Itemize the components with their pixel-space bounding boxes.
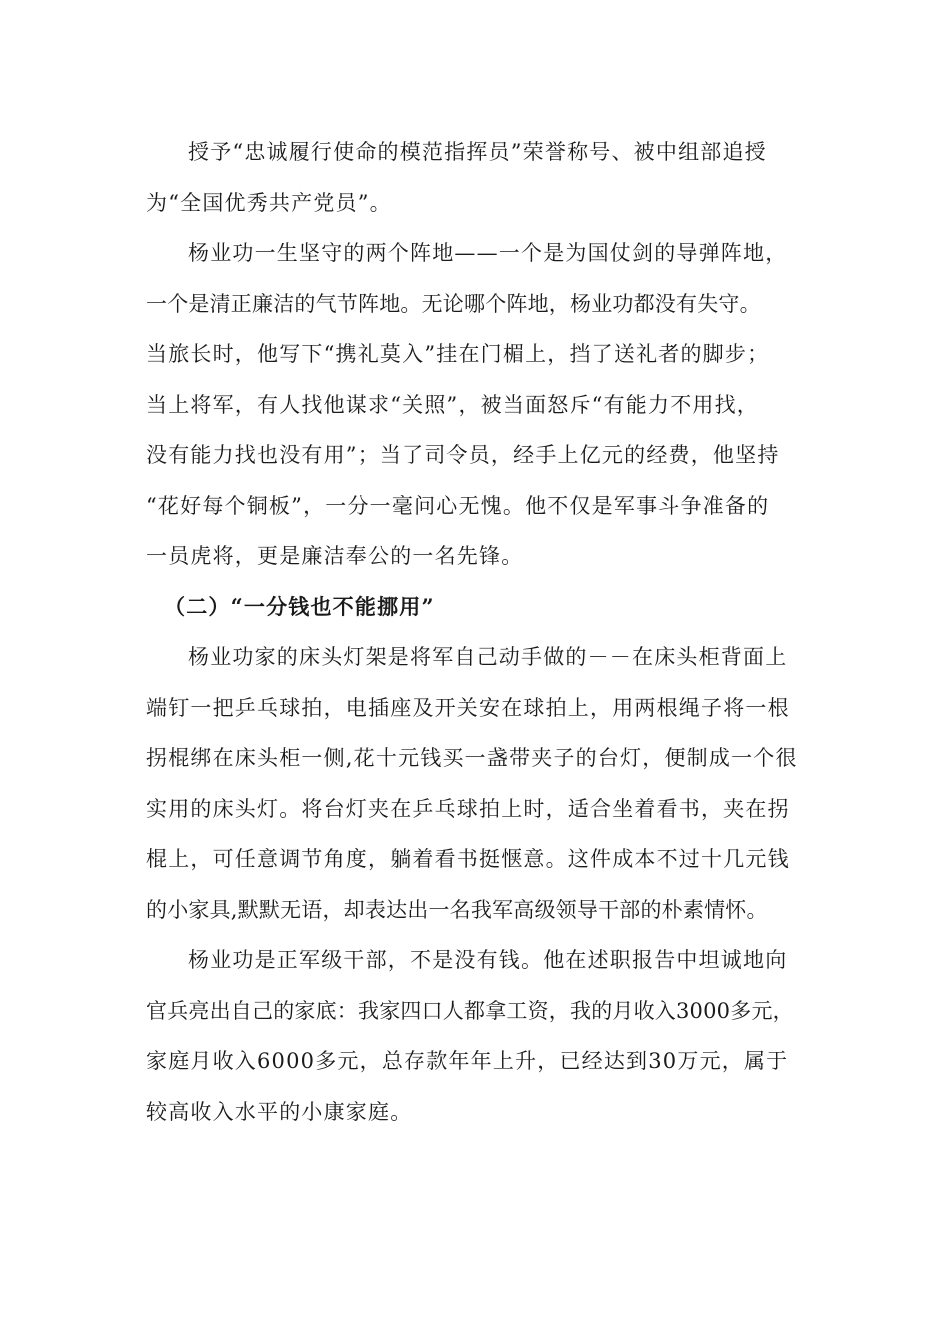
paragraph-line: 为“全国优秀共产党员”。: [146, 190, 392, 215]
paragraph-line: 杨业功家的床头灯架是将军自己动手做的－－在床头柜背面上: [188, 645, 788, 669]
paragraph-line: 拐棍绑在床头柜一侧,花十元钱买一盏带夹子的台灯，便制成一个很: [146, 746, 798, 770]
paragraph-line: 一员虎将，更是廉洁奉公的一名先锋。: [146, 544, 524, 568]
paragraph-line: 家庭月收入6000多元，总存款年年上升，已经达到30万元，属于: [146, 1049, 789, 1073]
paragraph-line: 当旅长时，他写下“携礼莫入”挂在门楣上，挡了送礼者的脚步；: [146, 342, 770, 366]
section-heading: （二）“一分钱也不能挪用”: [164, 593, 435, 619]
paragraph-line: 官兵亮出自己的家底：我家四口人都拿工资，我的月收入3000多元，: [146, 998, 794, 1023]
paragraph-line: 授予“忠诚履行使命的模范指挥员”荣誉称号、被中组部追授: [188, 140, 767, 164]
paragraph-line: 实用的床头灯。将台灯夹在乒乓球拍上时，适合坐着看书，夹在拐: [146, 796, 790, 821]
paragraph-line: 较高收入水平的小康家庭。: [146, 1099, 413, 1124]
paragraph-line: 当上将军，有人找他谋求“关照”，被当面怒斥“有能力不用找，: [146, 392, 760, 417]
paragraph-line: 杨业功是正军级干部，不是没有钱。他在述职报告中坦诚地向: [188, 948, 788, 972]
paragraph-line: 没有能力找也没有用”；当了司令员，经手上亿元的经费，他坚持: [146, 443, 780, 467]
paragraph-line: 的小家具,默默无语，却表达出一名我军高级领导干部的朴素情怀。: [146, 897, 768, 922]
paragraph-line: “花好每个铜板”，一分一毫问心无愧。他不仅是军事斗争准备的: [146, 493, 770, 518]
document-body: [146, 130, 806, 1140]
paragraph-line: 一个是清正廉洁的气节阵地。无论哪个阵地，杨业功都没有失守。: [146, 291, 761, 316]
paragraph-line: 杨业功一生坚守的两个阵地——一个是为国仗剑的导弹阵地，: [188, 241, 788, 265]
paragraph-line: 端钉一把乒乓球拍，电插座及开关安在球拍上，用两根绳子将一根: [146, 695, 790, 720]
paragraph-line: 棍上，可任意调节角度，躺着看书挺惬意。这件成本不过十几元钱: [146, 847, 790, 871]
